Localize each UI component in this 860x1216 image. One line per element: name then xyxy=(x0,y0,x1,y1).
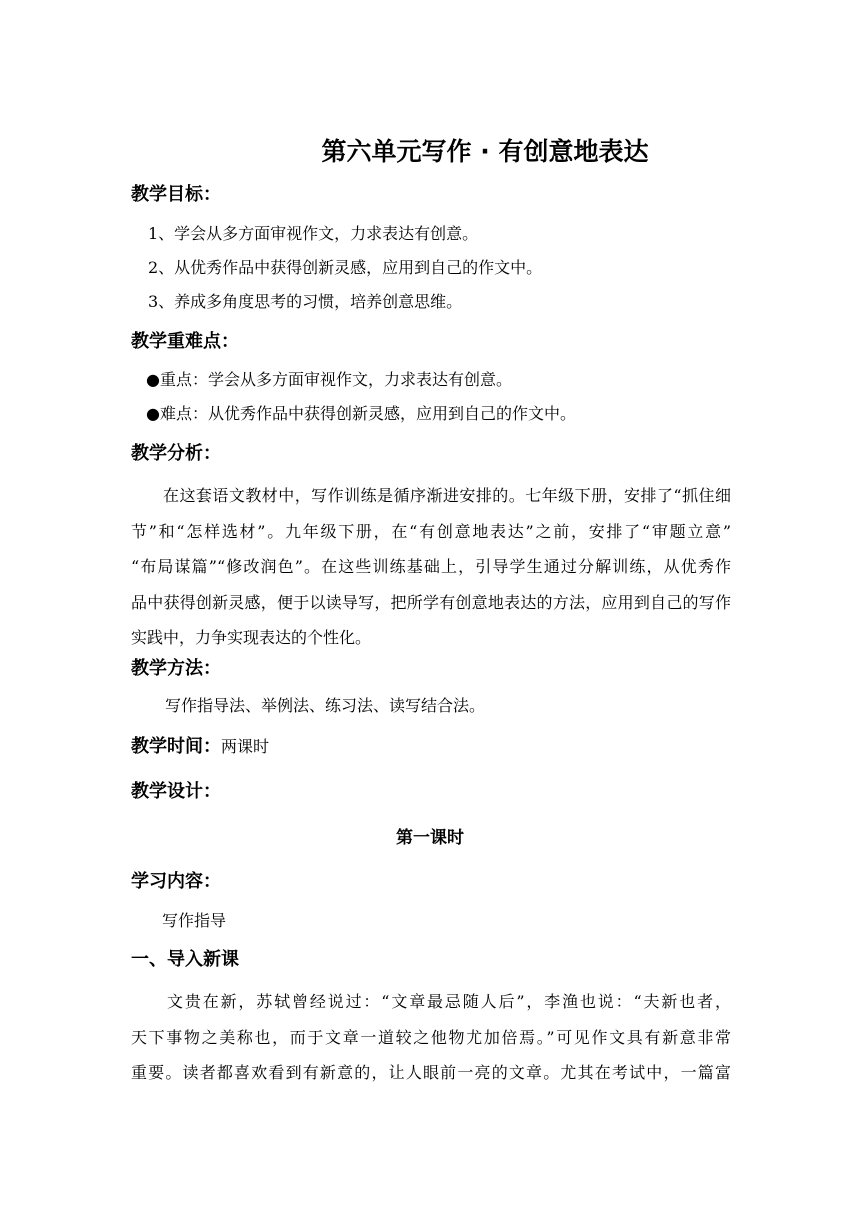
objectives-heading: 教学目标： xyxy=(131,184,221,205)
analysis-line-1: 在这套语文教材中，写作训练是循序渐进安排的。七年级下册，安排了“抓住细 xyxy=(163,486,731,505)
section1-paragraph xyxy=(131,984,731,1091)
time-label: 教学时间： xyxy=(131,736,221,757)
methods-heading: 教学方法： xyxy=(131,658,221,679)
section1-line-1: 文贵在新，苏轼曾经说过：“文章最忌随人后”，李渔也说：“夫新也者， xyxy=(167,992,731,1011)
objective-item-2: 2、从优秀作品中获得创新灵感，应用到自己的作文中。 xyxy=(148,258,543,277)
time-value: 两课时 xyxy=(221,737,270,756)
methods-text: 写作指导法、举例法、练习法、读写结合法。 xyxy=(165,696,486,715)
analysis-line-5: 实践中，力争实现表达的个性化。 xyxy=(131,628,372,647)
section1-line-3: 重要。读者都喜欢看到有新意的，让人眼前一亮的文章。尤其在考试中，一篇富 xyxy=(131,1063,731,1082)
content-text: 写作指导 xyxy=(162,911,227,930)
analysis-heading: 教学分析： xyxy=(131,443,221,464)
section1-heading: 一、导入新课 xyxy=(131,949,239,970)
objective-item-1: 1、学会从多方面审视作文，力求表达有创意。 xyxy=(148,224,479,243)
analysis-line-3: “布局谋篇”“修改润色”。在这些训练基础上，引导学生通过分解训练，从优秀作 xyxy=(131,557,731,576)
analysis-line-4: 品中获得创新灵感，便于以读导写，把所学有创意地表达的方法，应用到自己的写作 xyxy=(131,592,731,612)
analysis-line-2: 节”和“怎样选材”。九年级下册，在“有创意地表达”之前，安排了“审题立意” xyxy=(131,521,731,541)
time-heading xyxy=(131,733,269,761)
key-point-item-1: ●重点：学会从多方面审视作文，力求表达有创意。 xyxy=(146,370,512,389)
section1-line-2: 天下事物之美称也，而于文章一道较之他物尤加倍焉。”可见作文具有新意非常 xyxy=(131,1027,731,1047)
analysis-paragraph xyxy=(131,478,731,656)
page-title: 第六单元写作 · 有创意地表达 xyxy=(321,137,649,166)
key-points-heading: 教学重难点： xyxy=(131,331,239,352)
objective-item-3: 3、养成多角度思考的习惯，培养创意思维。 xyxy=(148,292,463,311)
lesson-title: 第一课时 xyxy=(396,828,464,848)
content-heading: 学习内容： xyxy=(131,871,221,892)
design-heading: 教学设计： xyxy=(131,781,221,802)
key-point-item-2: ●难点：从优秀作品中获得创新灵感，应用到自己的作文中。 xyxy=(146,404,576,423)
